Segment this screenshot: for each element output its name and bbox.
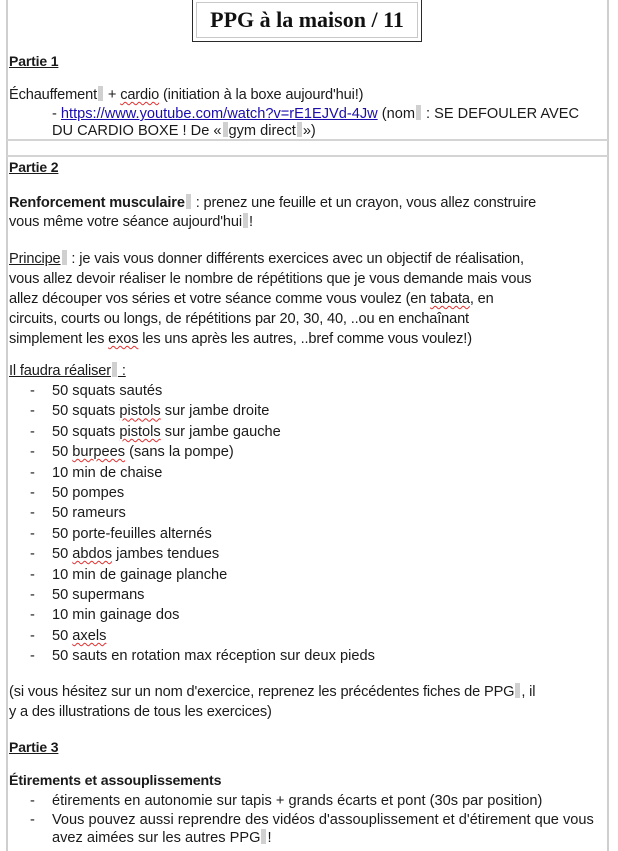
renforcement-line-2 (9, 212, 253, 232)
note-text-1b: , il (521, 684, 536, 700)
renforcement-text-2: vous même votre séance aujourd'hui (9, 214, 242, 230)
exercise-text-pre: 50 squats (52, 423, 120, 440)
exercise-text-pre: 50 (52, 627, 73, 644)
etirements-item (30, 791, 542, 811)
exercise-item (30, 463, 162, 483)
dash-bullet: - (30, 648, 35, 665)
principe-line-2: vous allez devoir réaliser le nombre de répétitions que je vous demande mais vous (9, 271, 532, 287)
note-line-2: y a des illustrations de tous les exercices) (9, 704, 272, 720)
field-mark (98, 86, 103, 101)
note-text-1: (si vous hésitez sur un nom d'exercice, reprenez les précédentes fiches de PPG (9, 684, 515, 700)
dash-bullet: - (30, 812, 35, 828)
dash-bullet: - (30, 464, 35, 481)
field-mark (223, 122, 228, 137)
link-name-label: (nom (377, 106, 415, 122)
dash-bullet: - (30, 546, 35, 563)
dash-bullet: - (30, 627, 35, 644)
note-line-1 (9, 682, 535, 702)
title-frame (192, 0, 422, 42)
exercise-text-pre: 50 (52, 444, 73, 461)
exercise-text-post: (sans la pompe) (125, 444, 234, 461)
partie-1-intro (9, 85, 363, 105)
exercise-item (30, 401, 269, 421)
intro-warmup: Échauffement (9, 87, 97, 103)
youtube-link[interactable]: https://www.youtube.com/watch?v=rE1EJVd-4Jw (60, 106, 378, 122)
video-source-close: ») (302, 123, 316, 139)
dash-bullet: - (30, 525, 35, 542)
field-mark (112, 362, 117, 377)
exercise-text-pre: 50 supermans (52, 587, 145, 603)
etirements-item-exclam: ! (267, 830, 272, 846)
dash-bullet: - (30, 403, 35, 420)
dash-bullet: - (30, 587, 35, 603)
left-margin-line (6, 0, 8, 851)
etirements-item-continuation (52, 828, 272, 848)
principe-text-5c: les uns après les autres, ..bref comme vous voulez!) (138, 331, 472, 347)
field-mark (243, 213, 248, 228)
video-source: gym direct (228, 123, 296, 139)
exercise-item (30, 483, 124, 503)
principe-line-4: circuits, courts ou longs, de répétitions par 20, 30, 40, ..ou en enchaînant (9, 311, 469, 327)
exercise-item (30, 381, 162, 401)
section-divider (7, 155, 608, 157)
renforcement-exclam: ! (248, 214, 253, 230)
dash-bullet: - (30, 607, 35, 624)
exercise-item (30, 544, 219, 564)
exercise-item (30, 626, 106, 646)
exercise-item (30, 646, 375, 666)
dash-bullet: - (30, 566, 35, 583)
exercise-text-spell: pistols (119, 403, 161, 420)
field-mark (297, 122, 302, 137)
partie-1-heading: Partie 1 (9, 53, 59, 69)
intro-plus: + (104, 87, 121, 103)
renforcement-line-1 (9, 193, 536, 213)
list-label-colon: : (117, 363, 126, 379)
dash-bullet: - (30, 485, 35, 501)
exercise-text-post: jambes tendues (112, 546, 220, 563)
exercise-item (30, 585, 144, 605)
exercise-text-pre: 10 min de chaise (52, 464, 163, 481)
etirements-item (30, 810, 594, 830)
dash-bullet: - (30, 505, 35, 522)
video-source-line (52, 121, 316, 141)
exercise-item (30, 524, 212, 544)
principe-exos: exos (108, 331, 139, 347)
principe-line-3 (9, 289, 494, 309)
exercise-text-spell: axels (72, 627, 107, 644)
dash-bullet: - (30, 383, 35, 399)
principe-tabata: tabata (430, 291, 470, 307)
renforcement-text: : prenez une feuille et un crayon, vous allez construire (191, 195, 537, 211)
right-margin-line (607, 0, 609, 851)
exercise-text-pre: 50 squats sautés (52, 383, 163, 399)
exercise-item (30, 605, 179, 625)
exercise-text-pre: 50 (52, 546, 73, 563)
principe-text-3a: allez découper vos séries et votre séance comme vous voulez (en (9, 291, 431, 307)
principe-text-1: : je vais vous donner différents exercices avec un objectif de réalisation, (67, 251, 524, 267)
exercise-item (30, 422, 281, 442)
partie-3-heading: Partie 3 (9, 739, 59, 755)
exercise-item (30, 565, 227, 585)
link-video-name: : SE DEFOULER AVEC (421, 106, 580, 122)
field-mark (186, 194, 191, 209)
exercise-text-pre: 50 rameurs (52, 505, 126, 522)
exercise-text-spell: burpees (72, 444, 126, 461)
dash-bullet: - (30, 444, 35, 461)
exercise-text-pre: 50 pompes (52, 485, 125, 501)
exercise-text-pre: 50 porte-feuilles alternés (52, 525, 212, 542)
exercise-text-spell: abdos (72, 546, 113, 563)
exercise-item (30, 442, 234, 462)
etirements-title: Étirements et assouplissements (9, 773, 222, 789)
intro-cardio: cardio (120, 87, 160, 103)
exercise-text-post: sur jambe droite (160, 403, 270, 420)
principe-text-3c: , en (469, 291, 494, 307)
link-prefix: - (52, 106, 61, 122)
list-label-line (9, 361, 126, 381)
field-mark (261, 829, 266, 844)
field-mark (515, 683, 520, 698)
video-title-end: DU CARDIO BOXE ! De « (52, 123, 222, 139)
partie-2-heading: Partie 2 (9, 159, 59, 175)
principe-line-5 (9, 329, 472, 349)
section-divider (7, 139, 608, 141)
exercise-text-pre: 10 min gainage dos (52, 607, 180, 624)
exercise-text-pre: 10 min de gainage planche (52, 566, 228, 583)
exercise-text-spell: pistols (119, 423, 161, 440)
intro-rest: (initiation à la boxe aujourd'hui!) (159, 87, 364, 103)
dash-bullet: - (30, 423, 35, 440)
principe-label: Principe (9, 251, 61, 267)
etirements-item-text: Vous pouvez aussi reprendre des vidéos d'assouplissement et d'étirement que vous (52, 812, 594, 828)
dash-bullet: - (30, 793, 35, 809)
etirements-item-text: étirements en autonomie sur tapis + grands écarts et pont (30s par position) (52, 793, 543, 809)
field-mark (416, 105, 421, 120)
exercise-text-post: sur jambe gauche (160, 423, 281, 440)
exercise-item (30, 503, 126, 523)
principe-text-5a: simplement les (9, 331, 109, 347)
page-title: PPG à la maison / 11 (196, 2, 418, 38)
list-label: Il faudra réaliser (9, 363, 111, 379)
exercise-text-pre: 50 sauts en rotation max réception sur deux pieds (52, 648, 375, 665)
principe-line-1 (9, 249, 524, 269)
field-mark (62, 250, 67, 265)
renforcement-title: Renforcement musculaire (9, 195, 185, 211)
exercise-text-pre: 50 squats (52, 403, 120, 420)
etirements-item-text-2: avez aimées sur les autres PPG (52, 830, 261, 846)
